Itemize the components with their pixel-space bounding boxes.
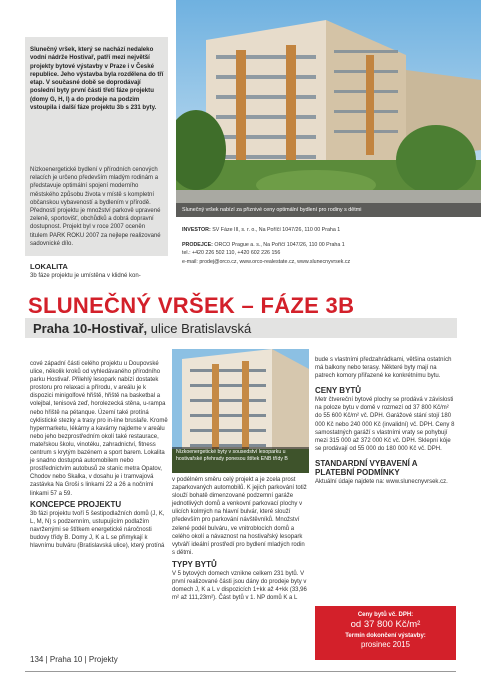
intro-body: Nízkoenergetické bydlení v přírodních cenových relacích je určeno především mladým rodinám a představuje optimální spojení moderního městského způsobu života v místě s kompletní občanskou vybaveností a bydlením v přírodě. Předností projektu je množství parkově upravené zeleně, sportovišť, obchůdků a dobrá dopravní dostupnost. Projekt byl v roce 2007 oceněn titulem PARK ROKU 2007 za nejlepe realizované sadovnické dílo. — [30, 167, 161, 247]
column-1 — [30, 360, 170, 550]
typy-heading: TYPY BYTŮ — [172, 559, 217, 569]
investor-label: INVESTOR: — [182, 227, 211, 233]
price-box — [315, 606, 456, 660]
typy-text: V 5 bytových domech vznikne celkem 231 bytů. V první realizované části jsou dány do prodeje byty v domech J, K a L v dispozicích 1+kk až 4+kk (33,96 m² až 111,23m²). Část bytů v 1. NP domů K a L — [172, 571, 307, 602]
col3-text: bude s vlastními předzahrádkami, většina ostatních má balkony nebo terasy. Některé byty mají na patrech komory přiřazené ke konkrétnímu bytu. — [315, 357, 452, 380]
standard-heading: STANDARDNÍ VYBAVENÍ A PLATEBNÍ PODMÍNKY — [315, 458, 418, 477]
photo-secondary-caption: Nízkoenergetické byty v sousedství lesoparku u hostivařské přehrady ponesou štítek ENB třídy B — [172, 447, 309, 473]
price-value: od 37 800 Kč/m² — [350, 619, 421, 630]
footer-rule — [25, 671, 456, 672]
koncepce-heading: KONCEPCE PROJEKTU — [30, 499, 122, 509]
contact-info — [182, 226, 472, 266]
subtitle-bold: Praha 10-Hostivař, — [33, 321, 148, 336]
ceny-heading: CENY BYTŮ — [315, 386, 362, 396]
price-label: Ceny bytů vč. DPH: — [357, 612, 414, 618]
contact-web[interactable]: e-mail: prodej@orco.cz, www.orco-realestate.cz, www.slunecnyvrsek.cz — [182, 258, 351, 265]
page-subtitle — [33, 321, 251, 336]
completion-value: prosinec 2015 — [361, 640, 410, 649]
page-title: SLUNEČNÝ VRŠEK – FÁZE 3B — [28, 293, 355, 318]
investor-text: SV Fáze III, s. r. o., Na Poříčí 1047/26, 110 00 Praha 1 — [212, 227, 341, 233]
prodejce-label: PRODEJCE: — [182, 241, 213, 248]
intro-lead: Slunečný vršek, který se nachází nedaleko vodní nádrže Hostivař, patří mezi největší projekty bytové výstavby v Praze i v České republice. Jeho výstavba byla rozdělena do tří etap. V současné době se doprodávají poslední byty první části třetí fáze projektu (domy G, H, I) a do prodeje na podzim vstoupila i další fáze projektu 3b s 231 byty. — [30, 46, 164, 112]
lokalita-text: 3b fáze projektu je umístěna v klidné kon- — [30, 273, 141, 279]
lokalita-heading: LOKALITA — [30, 262, 68, 271]
koncepce-text: 3b fázi projektu tvoří 5 šestipodlažních domů (J, K, L, M, N) s podzemním, ustupujícím podlažím navrženými se štítkem energetické náročnosti budovy třídy B. Domy J, K a L se přimykají k hlavnímu bulváru (Bratislavská ulice), který protíná — [30, 510, 165, 550]
subtitle-rest: ulice Bratislavská — [147, 321, 252, 336]
col2-text: v podélném směru celý projekt a je zcela prost zaparkovaných automobilů. K jejich parkování totiž slouží bohatě dimenzované podzemní garáže jednotlivých domů a venkovní parkovací plochy v ulicích kolmých na hlavní bulvár, které slouží především pro parkování návštěvníků. Množství zelené podél bulváru, ve vnitroblocích domů a celého okolí a návaznost na hostivařský lesopark vytváří ideální prostředí pro bydlení mladých rodin s dětmi. — [172, 477, 307, 556]
building-photo-main — [176, 0, 481, 217]
column-2 — [172, 476, 308, 602]
completion-label: Termín dokončení výstavby: — [345, 633, 426, 639]
col1-text: cové západní části celého projektu u Doupovské ulice, několik kroků od vyhledávaného přírodního parku Hostivař. Přilehlý lesopark nabízí dostatek prostoru pro relaxaci a přírodu, v areálu je k dispozici minigolfové hřiště, hřiště na basketbal a volejbal, tenisová zeď, horolezecká stěna, u-rampa nebo hřiště na pétanque. Území také protíná cyklistické stezky a trasy pro in-line bruslaře. Kromě hypermarketu, lékárny a kavárny najdeme v areálu nebo jeho bezprostředním okolí také restaurace, mateřskou školu, vinotéku, zahradnictví, fitness centrum s krytým bazénem a sport barem. Lokalita je snadno dostupná automobilem nebo prostřednictvím autobusů ze stanic metra Opatov, Chodov nebo Skalka, v dosahu je i tramvajová zastávka Na Groši s linkami 22 a 26 a nočními linkami 57 a 59. — [30, 361, 168, 497]
contact-phone: tel.: +420 226 502 110, +420 602 226 156 — [182, 250, 281, 256]
column-3 — [315, 356, 455, 486]
standard-text[interactable]: Aktuální údaje najdete na: www.slunecnyvrsek.cz. — [315, 478, 448, 485]
prodejce-text: ORCO Prague a. s., Na Poříčí 1047/26, 110 00 Praha 1 — [214, 241, 345, 248]
photo-main-caption: Slunečný vršek nabízí za přiznivé ceny optimální bydlení pro rodiny s dětmi — [176, 203, 481, 217]
page-footer: 134 | Praha 10 | Projekty — [30, 655, 118, 664]
ceny-text: Metr čtvereční bytové plochy se prodává v závislosti na poloze bytu v domě v rozmezí od 37 800 Kč/m² do 55 600 Kč/m² vč. DPH. Garážové stání stojí 180 000 Kč nebo 240 000 Kč (invalidní) vč. DPH. Ceny 8 samostatných garáží s vlastními vraty se pohybují mezi 315 000 až 372 000 Kč vč. DPH. Sklepní kóje se prodávají od 55 000 do 180 000 Kč vč. DPH. — [315, 397, 455, 452]
